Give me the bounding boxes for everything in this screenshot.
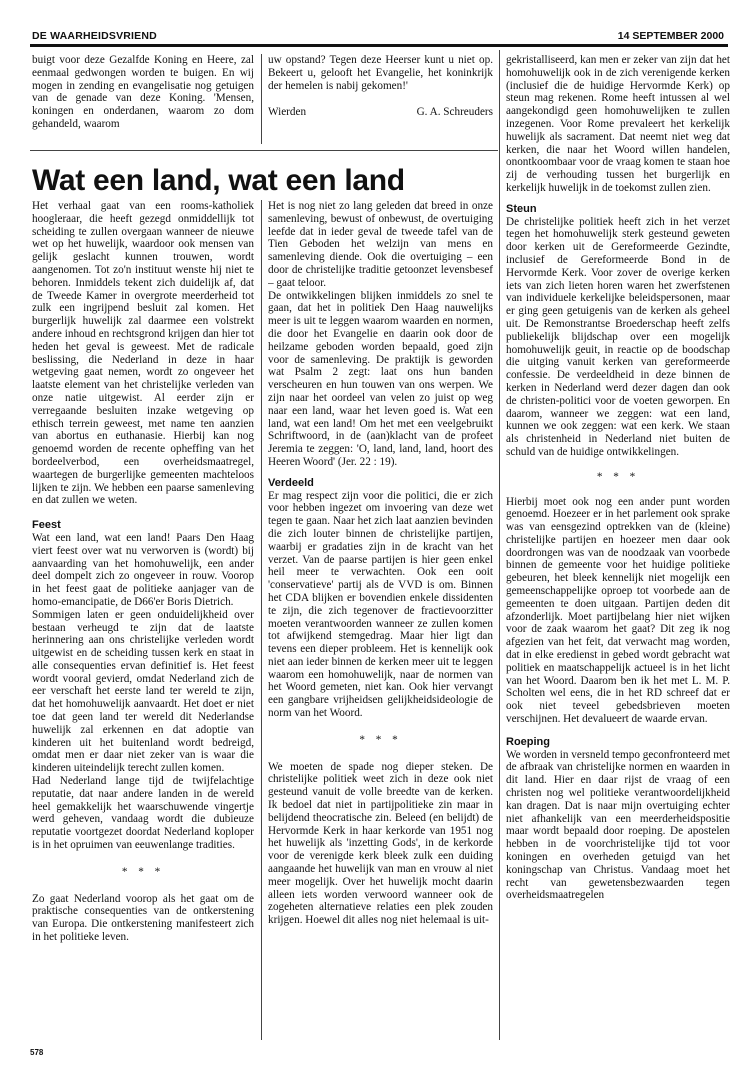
article-column-1 [32, 200, 254, 1040]
paragraph: We worden in versneld tempo geconfronteerd met de afbraak van christelijke normen en waarden in dit land. Hier en daar rijst de vraag of een christen nog wel politieke verantwoordelijkheid kan dragen. Dat is naar mijn overtuiging echter niet afhankelijk van een meerderheidspositie maar wordt bepaald door roeping. De apostelen hebben in de voorchristelijke tijd tot voor koningen en overheden getuigd van het koningschap van Christus. Vandaag moet het recht van gewetensbezwaarden tegen overheidsmaatregelen [506, 748, 730, 902]
paragraph: Zo gaat Nederland voorop als het gaat om de praktische consequenties van de ontkerstening van Europa. Die ontkerstening manifesteert zich in het politieke leven. [32, 892, 254, 944]
paragraph: Hierbij moet ook nog een ander punt worden genoemd. Hoezeer er in het parlement ook sprake was van eensgezind optrekken van de (kleine) christelijke partijen en hoezeer men daar ook doordrongen was van de noodzaak van voorbede binnen de gemeente voor het huidige politieke gebeuren, het bleek kennelijk niet mogelijk een gemeenschappelijke oproep tot voorbede aan de gemeenten te doen uitgaan. Partijen deden dit afzonderlijk. Moet partijbelang hier niet wijken voor de zaak waarom het gaat? Dit zeg ik nog afgezien van het feit, dat verwacht mag worden, dat in elke eredienst in gebed wordt gebracht wat politiek en maatschappelijk actueel is in het licht van het Woord. Daarom ben ik het met L. M. P. Scholten wel eens, die in het RD schreef dat er ook niet teveel gebedsbrieven moeten verschijnen. Het devalueert de waarde ervan. [506, 495, 730, 726]
paragraph: Wat een land, wat een land! Paars Den Haag viert feest over wat nu verworven is (wordt) bij aanvaarding van het homohuwelijk, een ander deel dompelt zich zo ongeveer in rouw. Voorop in het feest gaat de politieke aanjager van de homo-emancipatie, de D66'er Boris Dietrich. [32, 531, 254, 608]
section-break: * * * [121, 865, 165, 878]
page-number: 578 [30, 1048, 44, 1057]
subheading-steun: Steun [506, 202, 537, 215]
previous-article-text-1: buigt voor deze Gezalfde Koning en Heere, zal eenmaal gedwongen worden te buigen. En wij mogen in zending en evangelisatie nog getuigen van de genade van deze Koning. 'Mensen, koningen en onderdanen, waarom zo dom gehandeld, waarom [32, 54, 254, 130]
subheading-roeping: Roeping [506, 735, 550, 748]
paragraph: Het is nog niet zo lang geleden dat breed in onze samenleving, bewust of onbewust, de overtuiging leefde dat in ieder geval de tweede tafel van de Tien Geboden het welzijn van mens en samenleving diende. Ook die overtuiging – een door de christelijke traditie getoonzet levensbesef – gaat teloor. [268, 200, 493, 289]
paragraph: Sommigen laten er geen onduidelijkheid over bestaan verheugd te zijn dat de laatste herinnering aan ons christelijke verleden wordt uitgewist en de scheiding tussen kerk en staat in alle consequenties ervan definitief is. Het feest wordt vooral gevierd, omdat Nederland zich de eer verschaft het eerste land ter wereld te zijn, dat het homohuwelijk aanvaardt. Het doet er niet toe dat geen land ter wereld dit Nederlandse huwelijk zal erkennen en dat adoptie van kinderen uit het buitenland wordt bedreigd, omdat men er daar niet zeker van is waar die kinderen uiteindelijk terecht zullen komen. [32, 608, 254, 775]
previous-article-col1 [32, 54, 254, 144]
section-break: * * * [359, 733, 402, 746]
section-break: * * * [596, 470, 640, 483]
signature-place: Wierden [268, 106, 307, 119]
subheading-feest: Feest [32, 519, 61, 532]
paragraph: gekristalliseerd, kan men er zeker van zijn dat het homohuwelijk ook in de zich verenigende kerken (inclusief die de huidige Hervormde Kerk) op steun mag rekenen. Rome heeft intussen al wel aangekondigd geen homohuwelijken te zullen inzegenen. Voor Rome prevaleert het kerkelijk huwelijk als sacrament. Dat neemt niet weg dat kerken, die naar het Woord willen handelen, onontkoombaar voor de vraag komen te staan hoe zij de verhouding tussen het burgerlijk en kerkelijk huwelijk in de toekomst zullen zien. [506, 54, 730, 194]
article-title: Wat een land, wat een land [32, 164, 405, 197]
paragraph: Het verhaal gaat van een rooms-katholiek hoogleraar, die heeft gezegd onmiddellijk tot scheiding te zullen overgaan wanneer de nieuwe wet op het huwelijk, waardoor ook mensen van gelijk geslacht kunnen trouwen, wordt aangenomen. Tot zo'n instituut wenste hij niet te behoren. Inmiddels tekent zich duidelijk af, dat de Tweede Kamer in overgrote meerderheid tot zulk een ingrijpend besluit zal komen. Het burgerlijk huwelijk zal daarmee een volstrekt andere inhoud en rechtsgrond krijgen dan hier tot heden het geval is geweest. Met de radicale beslissing, die Nederland in deze in haar wetgeving gaat nemen, wordt zo ongeveer het laatste element van het christelijke verleden van onze natie uitgewist. Al eerder zijn er verregaande besluiten inzake wetgeving op ethisch terrein geweest, met name ten aanzien van abortus en euthanasie. Hierbij kan nog genoemd worden de recente opheffing van het bordeelverbod, een overheidsmaatregel, waartegen de burgerlijke gemeenten machteloos lijken te zijn. We hebben een paarse samenleving en dat zullen we weten. [32, 200, 254, 507]
column-rule [261, 54, 262, 144]
column-rule [261, 200, 262, 1040]
paragraph: Er mag respect zijn voor die politici, die er zich voor hebben ingezet om invoering van deze wet tegen te gaan. Naar het zich laat aanzien bevinden die zich louter binnen de christelijke partijen, waarbij er gradaties zijn in de kracht van het verzet. Van de paarse partijen is hier geen enkel heil meer te verwachten. Ook een ooit 'conservatieve' partij als de VVD is om. Binnen het CDA blijken er bovendien enkele dissidenten te zijn, die zich tegenover de fractievoorzitter moeten verantwoorden wanneer ze zullen komen tot afwijkend stemgedrag. Maar hier ligt dan tevens een dieper probleem. Het is kennelijk ook niet aan ieder binnen de kerken meer uit te leggen waarom een homohuwelijk, naar de normen van het Woord gemeten, niet kan. Ook hier vervangt een gangbare vrijheidsen gelijkheidsideologie de norm van het Woord. [268, 489, 493, 720]
paragraph: De ontwikkelingen blijken inmiddels zo snel te gaan, dat het in politiek Den Haag nauwelijks meer is uit te leggen waarom waarden en normen, die door het Evangelie en daarin ook door de heilzame geboden worden bepaald, goed zijn voor de samenleving. De praktijk is geworden wat Psalm 2 zegt: laat ons hun banden verscheuren en hun touwen van ons werpen. We zijn naar het oordeel van velen zo juist op weg naar een land, waar het leven goed is. Wat een land, wat een land! Om het met een veelgebruikt Schriftwoord, in de (aan)klacht van de profeet Jeremia te zeggen: 'O, land, land, land, hoort des Heeren Woord' (Jer. 22 : 19). [268, 289, 493, 468]
previous-article-col2 [268, 54, 493, 144]
paragraph: Had Nederland lange tijd de twijfelachtige reputatie, dat naar andere landen in de wereld heel gemakkelijk het waarschuwende vingertje werd geheven, vandaag wordt die dubieuze reputatie voortgezet doordat Nederland koploper is in het opruimen van eeuwenlange tradities. [32, 775, 254, 852]
paragraph: De christelijke politiek heeft zich in het verzet tegen het homohuwelijk sterk gesteund geweten door kerken uit de Gereformeerde Gezindte, inclusief de Gereformeerde Bond in de Hervormde Kerk. Voor zover de overige kerken iets van zich lieten horen waren het zwerfstenen van individuele kerkelijke beleidspersonen, maar er ging geen getuigenis van de kerken als geheel uit. De Remonstrantse Broederschap heeft zelfs publiekelijk blijdschap over een mogelijk homohuwelijk geuit, in reactie op de boodschap die uitging vanuit kerken van gereformeerde confessie. De verdeeldheid in deze binnen de kerken in Nederland werd dezer dagen dan ook de christen-politici voor de voeten geworpen. En daarom, wanneer we zeggen: wat een land, kunnen we ook zeggen: wat een kerk. We staan als christenheid in Nederland niet buiten de schuld van de huidige ontwikkelingen. [506, 215, 730, 458]
previous-article-text-2: uw opstand? Tegen deze Heerser kunt u niet op. Bekeert u, gelooft het Evangelie, het koninkrijk der hemelen is nabij gekomen!' [268, 54, 493, 92]
column-rule [499, 50, 500, 1040]
issue-date: 14 SEPTEMBER 2000 [617, 30, 724, 42]
page-header [30, 28, 728, 47]
section-divider [30, 150, 498, 151]
subheading-verdeeld: Verdeeld [268, 476, 314, 489]
signature-author: G. A. Schreuders [416, 106, 493, 119]
publication-name: DE WAARHEIDSVRIEND [32, 30, 157, 42]
article-column-2 [268, 200, 493, 1040]
article-column-3 [506, 54, 730, 1040]
signature [268, 106, 493, 119]
paragraph: We moeten de spade nog dieper steken. De christelijke politiek weet zich in deze ook niet gesteund vanuit de volle breedte van de kerken. Ik bedoel dat niet in partijpolitieke zin maar in belijdend theocratische zin. Beleed (en belijdt) de Hervormde Kerk in haar kerkorde van 1951 nog het huwelijk als 'inzetting Gods', in de kerkorde voor de verenigde kerk bleek zulk een duiding aangaande het huwelijk van man en vrouw al niet meer mogelijk. Over het huwelijk mocht daarin alleen iets worden verwoord wanneer ook de zogeheten alternatieve relaties een plek zouden krijgen. Hoewel dit alles nog niet helemaal is uit- [268, 760, 493, 927]
